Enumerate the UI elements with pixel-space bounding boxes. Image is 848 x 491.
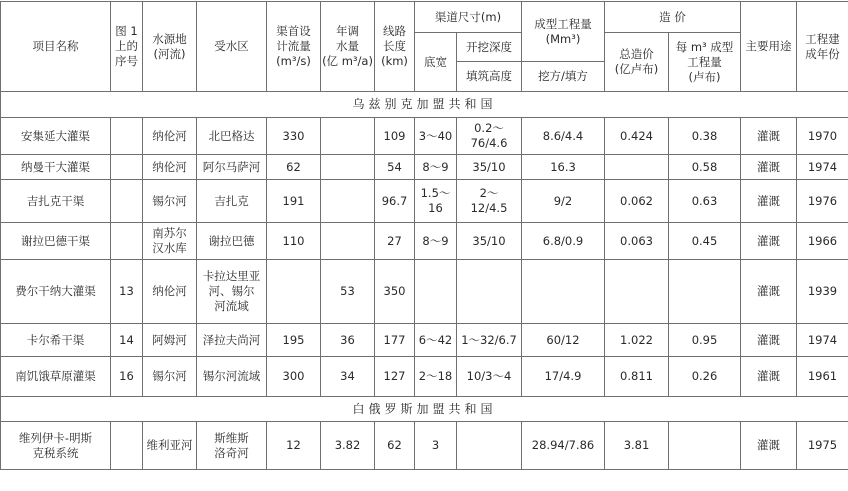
cell-completion-year: 1975 xyxy=(797,422,848,470)
cell-unit-cost: 0.63 xyxy=(669,180,741,223)
cell-map-number xyxy=(111,422,143,470)
cell-route-length: 96.7 xyxy=(375,180,415,223)
cell-bottom-width: 8～9 xyxy=(415,155,457,180)
cell-receiving-area: 阿尔马萨河 xyxy=(197,155,267,180)
cell-total-cost: 0.062 xyxy=(605,180,669,223)
cell-unit-cost: 0.26 xyxy=(669,357,741,397)
cell-main-use: 灌溉 xyxy=(741,118,797,155)
header-design-flow: 渠首设 计流量 (m³/s) xyxy=(267,2,321,92)
header-channel-size: 渠道尺寸(m) xyxy=(415,2,522,33)
header-receiving-area: 受水区 xyxy=(197,2,267,92)
cell-bottom-width xyxy=(415,260,457,324)
cell-route-length: 62 xyxy=(375,422,415,470)
cell-annual-volume xyxy=(321,155,375,180)
cell-depth-height: 35/10 xyxy=(457,155,522,180)
cell-water-source: 维利亚河 xyxy=(143,422,197,470)
header-water-source: 水源地 (河流) xyxy=(143,2,197,92)
cell-completion-year: 1961 xyxy=(797,357,848,397)
cell-unit-cost: 0.38 xyxy=(669,118,741,155)
cell-receiving-area: 北巴格达 xyxy=(197,118,267,155)
header-project-name: 项目名称 xyxy=(1,2,111,92)
cell-annual-volume xyxy=(321,118,375,155)
cell-earthwork-volume: 6.8/0.9 xyxy=(522,223,605,260)
table-row xyxy=(1,422,848,470)
cell-total-cost: 0.811 xyxy=(605,357,669,397)
cell-bottom-width: 1.5～ 16 xyxy=(415,180,457,223)
cell-design-flow: 300 xyxy=(267,357,321,397)
cell-water-source: 纳伦河 xyxy=(143,155,197,180)
cell-main-use: 灌溉 xyxy=(741,324,797,357)
header-map-number: 图 1 上的 序号 xyxy=(111,2,143,92)
table-row xyxy=(1,155,848,180)
cell-water-source: 纳伦河 xyxy=(143,118,197,155)
cell-bottom-width: 8～9 xyxy=(415,223,457,260)
header-total-cost: 总造价 (亿卢布) xyxy=(605,33,669,92)
cell-earthwork-volume: 28.94/7.86 xyxy=(522,422,605,470)
table-row xyxy=(1,223,848,260)
header-cost: 造 价 xyxy=(605,2,741,33)
cell-main-use: 灌溉 xyxy=(741,223,797,260)
cell-annual-volume: 3.82 xyxy=(321,422,375,470)
cell-route-length: 177 xyxy=(375,324,415,357)
cell-completion-year: 1966 xyxy=(797,223,848,260)
section-heading-uzbek: 乌兹别克加盟共和国 xyxy=(1,92,848,118)
header-annual-volume: 年调 水量 (亿 m³/a) xyxy=(321,2,375,92)
cell-depth-height: 35/10 xyxy=(457,223,522,260)
cell-map-number: 13 xyxy=(111,260,143,324)
cell-earthwork-volume: 60/12 xyxy=(522,324,605,357)
cell-design-flow: 191 xyxy=(267,180,321,223)
table-row xyxy=(1,118,848,155)
header-completion-year: 工程建 成年份 xyxy=(797,2,848,92)
cell-annual-volume xyxy=(321,180,375,223)
cell-design-flow xyxy=(267,260,321,324)
cell-project-name: 吉扎克干渠 xyxy=(1,180,111,223)
cell-earthwork-volume: 17/4.9 xyxy=(522,357,605,397)
cell-route-length: 127 xyxy=(375,357,415,397)
cell-total-cost xyxy=(605,155,669,180)
cell-receiving-area: 谢拉巴德 xyxy=(197,223,267,260)
table-row xyxy=(1,357,848,397)
header-cut-fill: 挖方/填方 xyxy=(522,62,605,92)
cell-annual-volume xyxy=(321,223,375,260)
cell-water-source: 锡尔河 xyxy=(143,180,197,223)
cell-completion-year: 1974 xyxy=(797,324,848,357)
section-heading-belarus: 白俄罗斯加盟共和国 xyxy=(1,397,848,422)
header-excavation-depth: 开挖深度 xyxy=(457,33,522,62)
cell-depth-height xyxy=(457,422,522,470)
header-earthwork-volume: 成型工程量 (Mm³) xyxy=(522,2,605,62)
cell-depth-height: 0.2～ 76/4.6 xyxy=(457,118,522,155)
cell-main-use: 灌溉 xyxy=(741,155,797,180)
cell-total-cost: 0.424 xyxy=(605,118,669,155)
cell-route-length: 109 xyxy=(375,118,415,155)
cell-design-flow: 62 xyxy=(267,155,321,180)
cell-main-use: 灌溉 xyxy=(741,180,797,223)
cell-project-name: 谢拉巴德干渠 xyxy=(1,223,111,260)
cell-depth-height xyxy=(457,260,522,324)
cell-unit-cost xyxy=(669,422,741,470)
cell-map-number: 14 xyxy=(111,324,143,357)
cell-depth-height: 10/3～4 xyxy=(457,357,522,397)
cell-earthwork-volume: 8.6/4.4 xyxy=(522,118,605,155)
cell-map-number xyxy=(111,118,143,155)
cell-completion-year: 1970 xyxy=(797,118,848,155)
cell-water-source: 南苏尔 汉水库 xyxy=(143,223,197,260)
cell-map-number: 16 xyxy=(111,357,143,397)
header-main-use: 主要用途 xyxy=(741,2,797,92)
cell-completion-year: 1976 xyxy=(797,180,848,223)
cell-bottom-width: 3～40 xyxy=(415,118,457,155)
cell-bottom-width: 3 xyxy=(415,422,457,470)
cell-receiving-area: 泽拉夫尚河 xyxy=(197,324,267,357)
cell-route-length: 27 xyxy=(375,223,415,260)
cell-completion-year: 1974 xyxy=(797,155,848,180)
cell-route-length: 350 xyxy=(375,260,415,324)
cell-route-length: 54 xyxy=(375,155,415,180)
cell-total-cost xyxy=(605,260,669,324)
cell-unit-cost: 0.58 xyxy=(669,155,741,180)
cell-bottom-width: 2～18 xyxy=(415,357,457,397)
cell-receiving-area: 吉扎克 xyxy=(197,180,267,223)
cell-project-name: 费尔干纳大灌渠 xyxy=(1,260,111,324)
cell-total-cost: 3.81 xyxy=(605,422,669,470)
cell-annual-volume: 36 xyxy=(321,324,375,357)
cell-receiving-area: 锡尔河流域 xyxy=(197,357,267,397)
header-bottom-width: 底宽 xyxy=(415,33,457,92)
cell-bottom-width: 6～42 xyxy=(415,324,457,357)
cell-map-number xyxy=(111,155,143,180)
cell-main-use: 灌溉 xyxy=(741,357,797,397)
header-fill-height: 填筑高度 xyxy=(457,62,522,92)
cell-annual-volume: 34 xyxy=(321,357,375,397)
cell-design-flow: 330 xyxy=(267,118,321,155)
cell-total-cost: 1.022 xyxy=(605,324,669,357)
cell-project-name: 卡尔希干渠 xyxy=(1,324,111,357)
cell-project-name: 维列伊卡-明斯 克税系统 xyxy=(1,422,111,470)
table-row xyxy=(1,260,848,324)
cell-annual-volume: 53 xyxy=(321,260,375,324)
cell-map-number xyxy=(111,180,143,223)
cell-unit-cost xyxy=(669,260,741,324)
cell-earthwork-volume xyxy=(522,260,605,324)
cell-water-source: 纳伦河 xyxy=(143,260,197,324)
cell-design-flow: 110 xyxy=(267,223,321,260)
canal-projects-table xyxy=(0,1,848,470)
header-unit-cost: 每 m³ 成型 工程量 (卢布) xyxy=(669,33,741,92)
header-route-length: 线路 长度 (km) xyxy=(375,2,415,92)
cell-project-name: 安集延大灌渠 xyxy=(1,118,111,155)
cell-main-use: 灌溉 xyxy=(741,422,797,470)
cell-depth-height: 2～ 12/4.5 xyxy=(457,180,522,223)
cell-project-name: 纳曼干大灌渠 xyxy=(1,155,111,180)
cell-unit-cost: 0.45 xyxy=(669,223,741,260)
cell-earthwork-volume: 16.3 xyxy=(522,155,605,180)
cell-design-flow: 12 xyxy=(267,422,321,470)
cell-map-number xyxy=(111,223,143,260)
cell-project-name: 南饥饿草原灌渠 xyxy=(1,357,111,397)
table-row xyxy=(1,324,848,357)
cell-water-source: 阿姆河 xyxy=(143,324,197,357)
table-row xyxy=(1,180,848,223)
cell-main-use: 灌溉 xyxy=(741,260,797,324)
cell-total-cost: 0.063 xyxy=(605,223,669,260)
cell-receiving-area: 卡拉达里亚 河、锡尔 河流域 xyxy=(197,260,267,324)
cell-receiving-area: 斯维斯 洛奇河 xyxy=(197,422,267,470)
cell-completion-year: 1939 xyxy=(797,260,848,324)
cell-design-flow: 195 xyxy=(267,324,321,357)
cell-unit-cost: 0.95 xyxy=(669,324,741,357)
cell-water-source: 锡尔河 xyxy=(143,357,197,397)
cell-depth-height: 1～32/6.7 xyxy=(457,324,522,357)
cell-earthwork-volume: 9/2 xyxy=(522,180,605,223)
